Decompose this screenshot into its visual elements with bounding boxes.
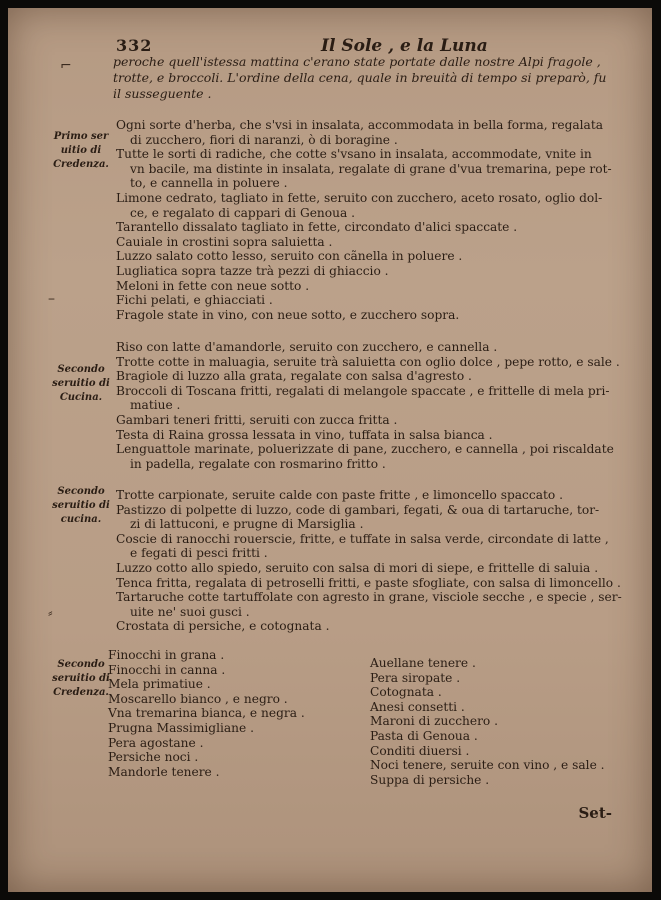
intro-paragraph xyxy=(113,54,633,102)
menu-item: Fragole state in vino, con neue sotto, e zucchero sopra. xyxy=(116,307,460,322)
menu-item: Pasta di Genoua . xyxy=(370,728,478,743)
menu-item: Anesi consetti . xyxy=(370,699,465,714)
menu-item: Finocchi in canna . xyxy=(108,662,226,677)
menu-item: Lugliatica sopra tazze trà pezzi di ghiaccio . xyxy=(116,263,389,278)
margin-ink-mark: ⌐ xyxy=(60,58,72,74)
section-label: Secondo seruitio di cucina. xyxy=(52,486,110,525)
menu-item: vn bacile, ma distinte in insalata, regalate di grane d'vua tremarina, pepe rot- xyxy=(130,161,612,176)
menu-item: Persiche noci . xyxy=(108,750,199,765)
menu-item: matiue . xyxy=(130,398,181,413)
margin-ink-mark: ⸗ xyxy=(48,605,53,621)
menu-item: Trotte cotte in maluagia, seruite trà saluietta con oglio dolce , pepe rotto, e sale . xyxy=(116,354,620,369)
menu-item: Limone cedrato, tagliato in fette, seruito con zucchero, aceto rosato, oglio dol- xyxy=(116,190,603,205)
menu-item: Luzzo salato cotto lesso, seruito con cãnella in poluere . xyxy=(116,249,463,264)
menu-item: di zucchero, fiori di naranzi, ò di boragine . xyxy=(130,132,398,147)
course-list-secondo-cucina-2 xyxy=(116,488,636,634)
menu-item: uite ne' suoi gusci . xyxy=(130,604,250,619)
menu-item: e fegati di pesci fritti . xyxy=(130,546,268,561)
menu-item: ce, e regalato di cappari di Genoua . xyxy=(130,205,355,220)
menu-item: Tarantello dissalato tagliato in fette, circondato d'alici spaccate . xyxy=(116,220,518,235)
menu-item: Auellane tenere . xyxy=(370,656,476,670)
menu-item: Bragiole di luzzo alla grata, regalate con salsa d'agresto . xyxy=(116,369,472,384)
menu-item: Vna tremarina bianca, e negra . xyxy=(108,706,305,721)
intro-line: trotte, e broccoli. L'ordine della cena, quale in breuità di tempo si preparò, fu xyxy=(113,70,607,85)
section-label: Secondo seruitio di Cucina. xyxy=(52,364,110,403)
menu-item: Cauiale in crostini sopra saluietta . xyxy=(116,234,333,249)
fruit-list-col-1 xyxy=(108,648,305,779)
menu-item: Luzzo cotto allo spiedo, seruito con salsa di mori di siepe, e frittelle di saluia . xyxy=(116,560,599,575)
page-number: 332 xyxy=(116,36,153,55)
intro-line: peroche quell'istessa mattina c'erano state portate dalle nostre Alpi fragole , xyxy=(113,54,601,69)
menu-item: Noci tenere, seruite con vino , e sale . xyxy=(370,758,605,773)
running-header xyxy=(116,36,488,56)
menu-item: Crostata di persiche, e cotognata . xyxy=(116,619,330,634)
fruit-list-col-2 xyxy=(370,656,605,787)
menu-item: Prugna Massimigliane . xyxy=(108,720,254,735)
menu-item: Pera agostane . xyxy=(108,735,204,750)
book-page xyxy=(8,8,652,892)
course-list-secondo-cucina xyxy=(116,340,636,471)
menu-item: Riso con latte d'amandorle, seruito con zucchero, e cannella . xyxy=(116,340,498,354)
section-label: Primo ser uitio di Credenza. xyxy=(53,131,109,170)
menu-item: Suppa di persiche . xyxy=(370,772,490,787)
menu-item: Gambari teneri fritti, seruiti con zucca fritta . xyxy=(116,412,398,427)
margin-ink-mark: – xyxy=(48,291,55,307)
menu-item: Mela primatiue . xyxy=(108,677,211,692)
course-list-primo-credenza xyxy=(116,118,636,322)
running-title: Il Sole , e la Luna xyxy=(321,36,488,56)
menu-item: Coscie di ranocchi rouerscie, fritte, e tuffate in salsa verde, circondate di latte , xyxy=(116,531,609,546)
menu-item: Broccoli di Toscana fritti, regalati di melangole spaccate , e frittelle di mela pri- xyxy=(116,383,610,398)
menu-item: to, e cannella in poluere . xyxy=(130,176,288,191)
menu-item: Pastizzo di polpette di luzzo, code di gambari, fegati, & oua di tartaruche, tor- xyxy=(116,502,600,517)
menu-item: Moscarello bianco , e negro . xyxy=(108,691,288,706)
section-label: Secondo seruitio di Credenza. xyxy=(52,659,110,698)
catchword: Set- xyxy=(578,804,612,822)
menu-item: Trotte carpionate, seruite calde con paste fritte , e limoncello spaccato . xyxy=(116,488,563,502)
intro-line: il susseguente . xyxy=(113,86,212,101)
menu-item: Mandorle tenere . xyxy=(108,764,220,779)
menu-item: Meloni in fette con neue sotto . xyxy=(116,278,310,293)
menu-item: Pera siropate . xyxy=(370,670,461,685)
menu-item: Finocchi in grana . xyxy=(108,648,225,662)
menu-item: Maroni di zucchero . xyxy=(370,714,498,729)
menu-item: Fichi pelati, e ghiacciati . xyxy=(116,293,273,308)
menu-item: Tenca fritta, regalata di petroselli fritti, e paste sfogliate, con salsa di limoncello . xyxy=(116,575,621,590)
menu-item: Ogni sorte d'herba, che s'vsi in insalata, accommodata in bella forma, regalata xyxy=(116,118,603,132)
menu-item: Conditi diuersi . xyxy=(370,743,470,758)
menu-item: Tutte le sorti di radiche, che cotte s'vsano in insalata, accommodate, vnite in xyxy=(116,147,592,162)
menu-item: Testa di Raina grossa lessata in vino, tuffata in salsa bianca . xyxy=(116,427,493,442)
menu-item: Tartaruche cotte tartuffolate con agresto in grane, visciole secche , e specie , ser- xyxy=(116,590,622,605)
menu-item: in padella, regalate con rosmarino fritto . xyxy=(130,456,386,471)
menu-item: Cotognata . xyxy=(370,685,442,700)
menu-item: Lenguattole marinate, poluerizzate di pane, zucchero, e cannella , poi riscaldate xyxy=(116,442,614,457)
menu-item: zi di lattuconi, e prugne di Marsiglia . xyxy=(130,517,364,532)
